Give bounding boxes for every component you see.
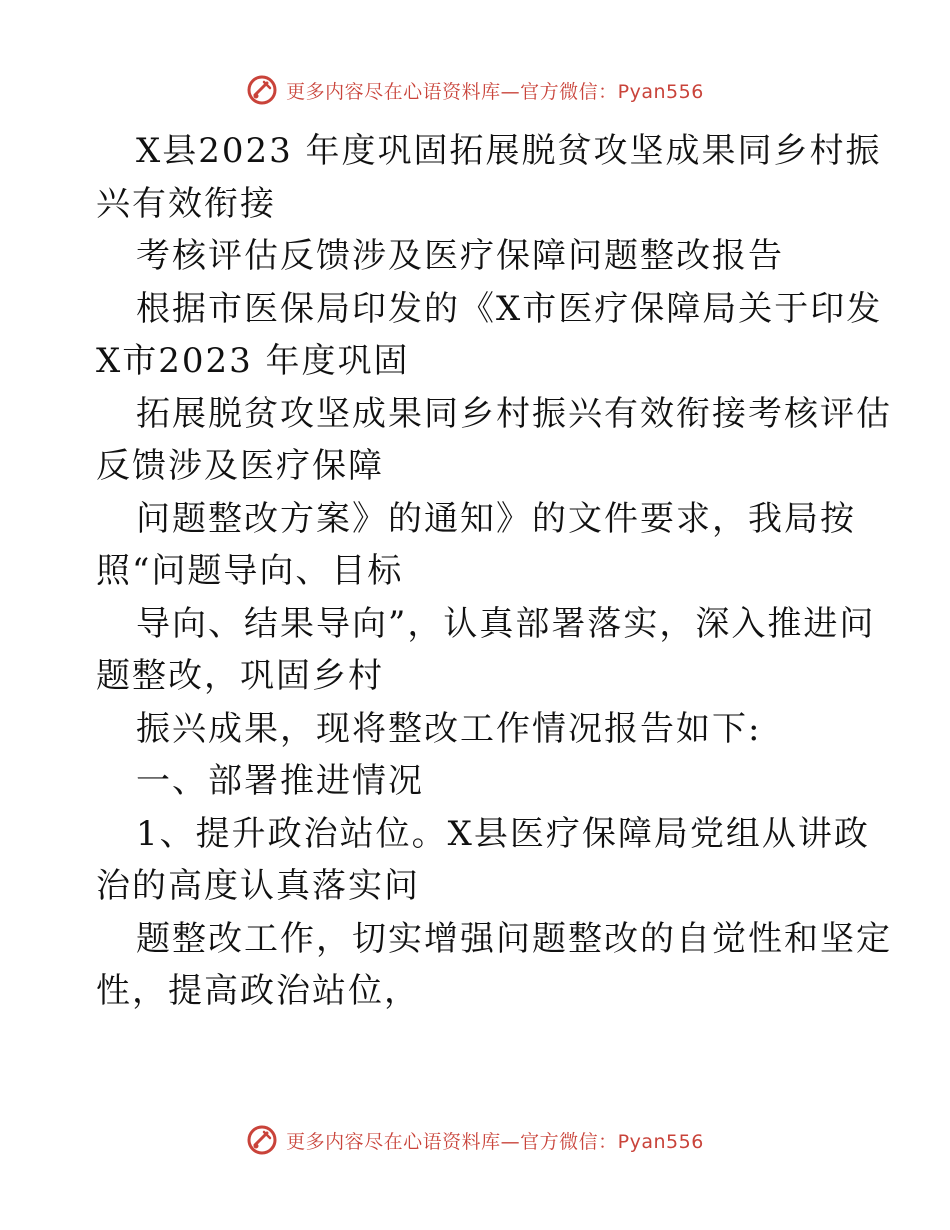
text-line: 拓展脱贫攻坚成果同乡村振兴有效衔接考核评估 — [136, 393, 892, 434]
text-line: 导向、结果导向”，认真部署落实，深入推进问 — [136, 603, 876, 644]
text-line: 一、部署推进情况 — [136, 761, 424, 801]
text-line: 题整改，巩固乡村 — [96, 656, 384, 696]
watermark-text: 更多内容尽在心语资料库—官方微信：Pyan556 — [286, 1130, 704, 1153]
watermark-header — [0, 70, 950, 110]
text-line: X县2023 年度巩固拓展脱贫攻坚成果同乡村振 — [136, 131, 882, 171]
text-line: 根据市医保局印发的《X市医疗保障局关于印发 — [136, 288, 883, 329]
text-line: 1、提升政治站位。X县医疗保障局党组从讲政 — [136, 813, 870, 854]
text-line: 题整改工作，切实增强问题整改的自觉性和坚定 — [136, 918, 892, 959]
brand-logo-icon — [246, 74, 278, 106]
text-line: 兴有效衔接 — [96, 183, 276, 224]
text-line: 问题整改方案》的通知》的文件要求，我局按 — [136, 498, 856, 539]
text-line: 反馈涉及医疗保障 — [96, 446, 384, 486]
text-line: 考核评估反馈涉及医疗保障问题整改报告 — [136, 236, 784, 276]
brand-logo-icon — [246, 1124, 278, 1156]
text-line: 振兴成果，现将整改工作情况报告如下: — [136, 708, 762, 749]
text-line: 照“问题导向、目标 — [96, 551, 404, 591]
text-line: 治的高度认真落实问 — [96, 866, 420, 906]
watermark-footer — [0, 1120, 950, 1160]
text-line: 性，提高政治站位， — [96, 971, 420, 1011]
document-body — [96, 125, 892, 1018]
text-line: X市2023 年度巩固 — [96, 341, 410, 381]
watermark-text: 更多内容尽在心语资料库—官方微信：Pyan556 — [286, 80, 704, 103]
